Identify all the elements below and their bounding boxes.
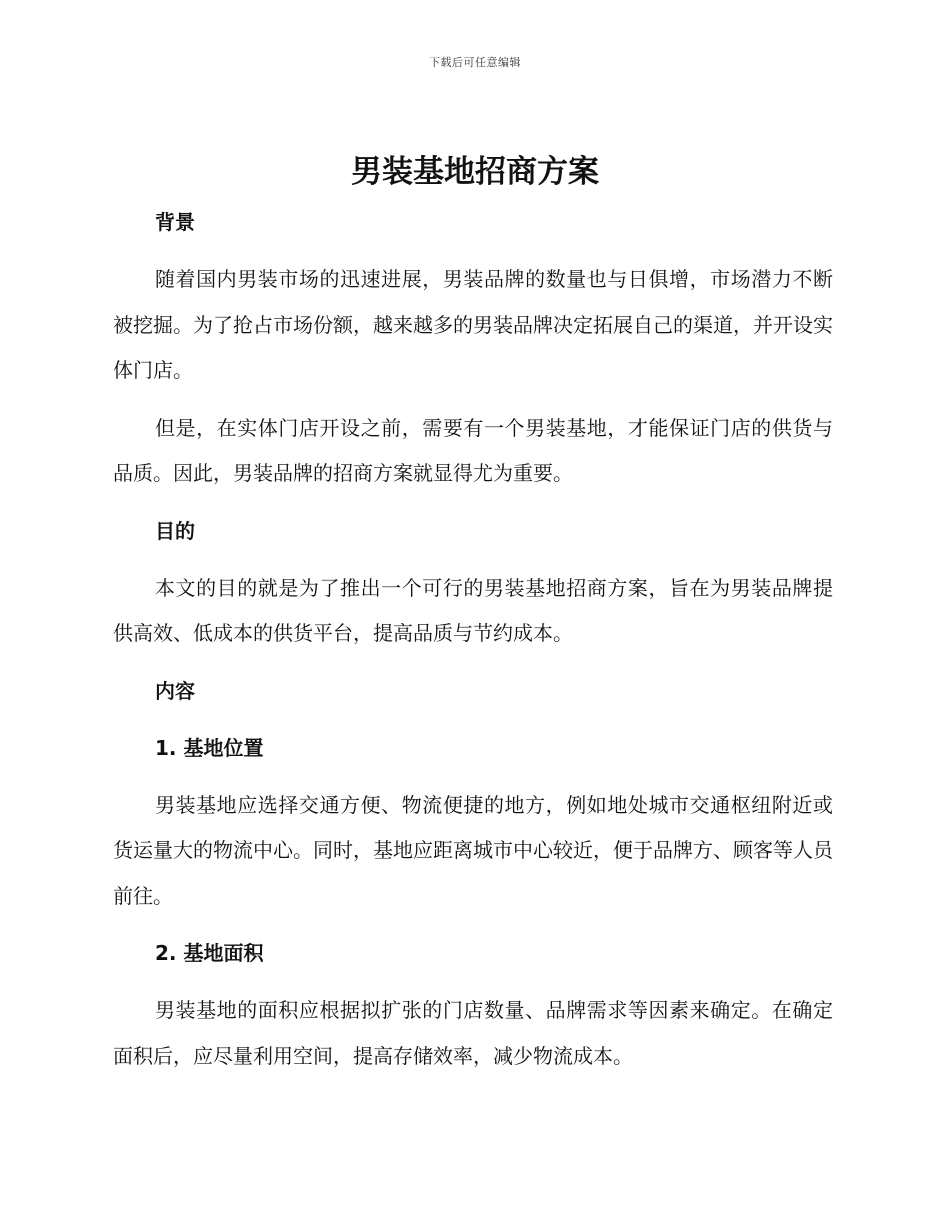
document-body	[113, 200, 833, 1091]
header-note: 下载后可任意编辑	[429, 56, 521, 69]
location-paragraph: 男装基地应选择交通方便、物流便捷的地方，例如地处城市交通枢纽附近或货运量大的物流中心。同时，基地应距离城市中心较近，便于品牌方、顾客等人员前往。	[113, 792, 833, 908]
background-paragraph-2: 但是，在实体门店开设之前，需要有一个男装基地，才能保证门店的供货与品质。因此，男装品牌的招商方案就显得尤为重要。	[113, 415, 833, 485]
subsection-heading-location: 1. 基地位置	[155, 735, 264, 760]
area-paragraph: 男装基地的面积应根据拟扩张的门店数量、品牌需求等因素来确定。在确定面积后，应尽量利用空间，提高存储效率，减少物流成本。	[113, 998, 833, 1068]
background-paragraph-1: 随着国内男装市场的迅速进展，男装品牌的数量也与日俱增，市场潜力不断被挖掘。为了抢占市场份额，越来越多的男装品牌决定拓展自己的渠道，并开设实体门店。	[113, 267, 833, 382]
purpose-paragraph: 本文的目的就是为了推出一个可行的男装基地招商方案，旨在为男装品牌提供高效、低成本的供货平台，提高品质与节约成本。	[113, 575, 833, 645]
section-heading-content: 内容	[155, 678, 195, 703]
section-heading-background: 背景	[155, 210, 195, 234]
subsection-heading-area: 2. 基地面积	[155, 941, 264, 965]
document-title: 男装基地招商方案	[351, 154, 599, 190]
section-heading-purpose: 目的	[155, 518, 195, 543]
